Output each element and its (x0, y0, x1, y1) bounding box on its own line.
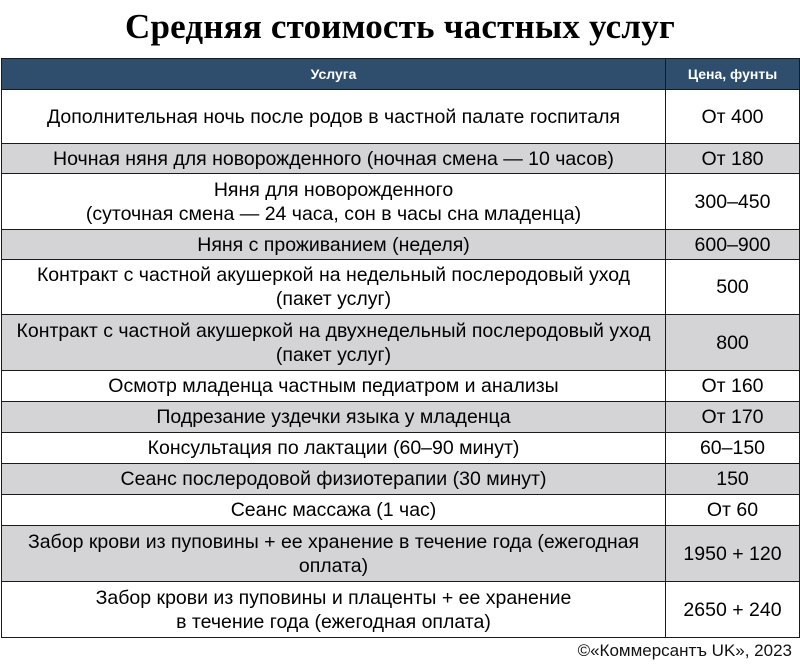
service-cell: Няня с проживанием (неделя) (2, 230, 666, 260)
table-row (2, 315, 800, 371)
price-cell: От 180 (666, 144, 800, 174)
price-cell: 60–150 (666, 433, 800, 464)
service-cell: Ночная няня для новорожденного (ночная смена — 10 часов) (2, 144, 666, 174)
price-cell: От 160 (666, 371, 800, 402)
service-cell: Дополнительная ночь после родов в частной палате госпиталя (2, 90, 666, 144)
column-header-service: Услуга (2, 59, 666, 90)
table-row (2, 402, 800, 433)
price-cell: От 170 (666, 402, 800, 433)
service-cell: Контракт с частной акушеркой на двухнедельный послеродовый уход (пакет услуг) (2, 315, 666, 371)
service-cell: Забор крови из пуповины + ее хранение в течение года (ежегодная оплата) (2, 526, 666, 582)
table-row (2, 582, 800, 638)
service-cell: Подрезание уздечки языка у младенца (2, 402, 666, 433)
service-cell: Сеанс массажа (1 час) (2, 495, 666, 526)
service-cell: Контракт с частной акушеркой на недельный послеродовый уход (пакет услуг) (2, 260, 666, 315)
table-row (2, 433, 800, 464)
price-cell: 500 (666, 260, 800, 315)
table-row (2, 495, 800, 526)
price-cell: 2650 + 240 (666, 582, 800, 638)
table-row (2, 371, 800, 402)
price-cell: 600–900 (666, 230, 800, 260)
price-cell: 1950 + 120 (666, 526, 800, 582)
table-row (2, 526, 800, 582)
copyright-footer: ©«Коммерсантъ UK», 2023 (577, 641, 792, 660)
table-row (2, 464, 800, 495)
service-cell: Сеанс послеродовой физиотерапии (30 минут) (2, 464, 666, 495)
table-header-row (2, 59, 800, 90)
page-title: Средняя стоимость частных услуг (125, 7, 675, 46)
table-row (2, 144, 800, 174)
table-row (2, 230, 800, 260)
service-cell: Няня для новорожденного (суточная смена — 24 часа, сон в часы сна младенца) (2, 174, 666, 230)
service-cell: Осмотр младенца частным педиатром и анализы (2, 371, 666, 402)
table-row (2, 260, 800, 315)
price-cell: 300–450 (666, 174, 800, 230)
price-cell: От 60 (666, 495, 800, 526)
price-cell: От 400 (666, 90, 800, 144)
price-cell: 150 (666, 464, 800, 495)
price-cell: 800 (666, 315, 800, 371)
price-table (1, 58, 800, 638)
table-row (2, 90, 800, 144)
service-cell: Консультация по лактации (60–90 минут) (2, 433, 666, 464)
service-cell: Забор крови из пуповины и плаценты + ее хранение в течение года (ежегодная оплата) (2, 582, 666, 638)
table-row (2, 174, 800, 230)
column-header-price: Цена, фунты (666, 59, 800, 90)
